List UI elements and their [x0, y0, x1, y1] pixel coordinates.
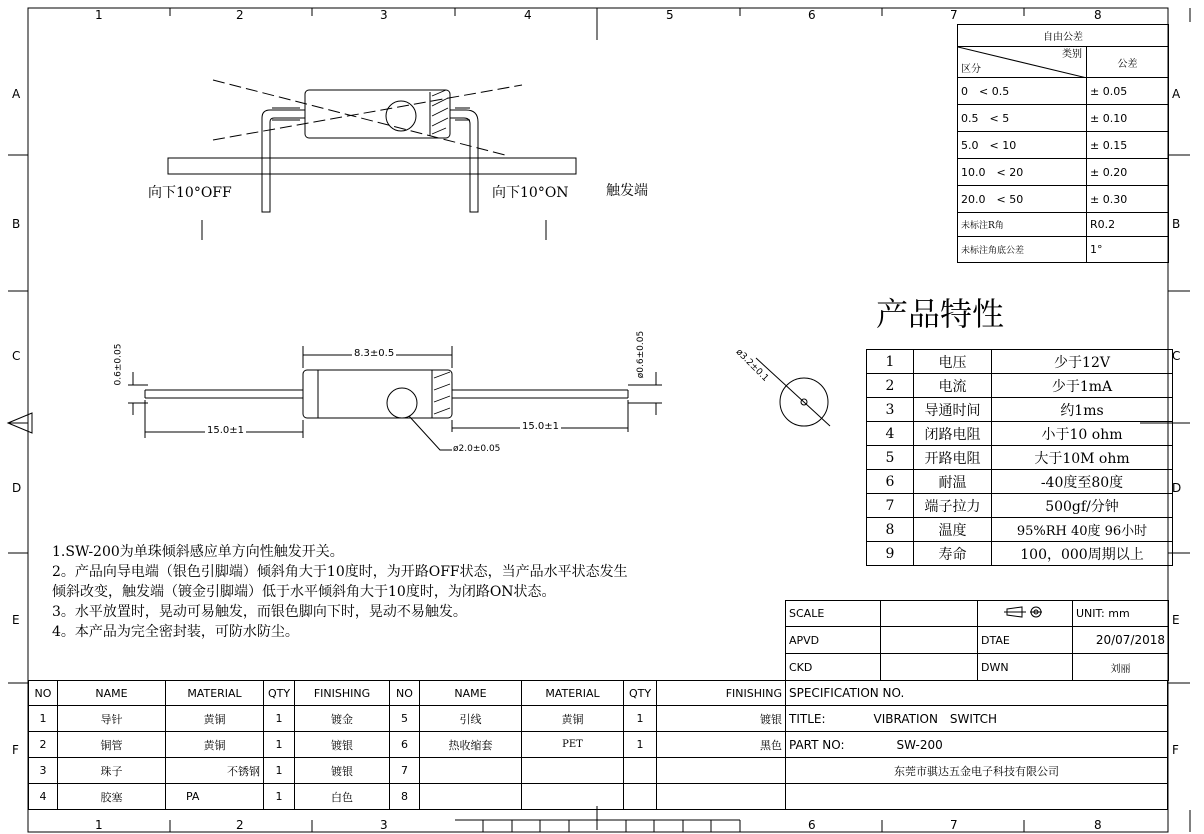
bom-cell [657, 784, 786, 810]
bom-cell: PA [166, 784, 264, 810]
char-value: 小于10 ohm [992, 422, 1173, 446]
char-value: 大于10M ohm [992, 446, 1173, 470]
bom-cell: 黄铜 [166, 706, 264, 732]
scale-label: SCALE [786, 601, 881, 627]
char-no: 9 [867, 542, 914, 566]
spec-block [785, 680, 1168, 810]
bom-cell: 1 [264, 732, 295, 758]
table-row [29, 784, 786, 810]
bom-cell: 热收缩套 [420, 732, 522, 758]
tilt-view [168, 80, 576, 240]
col-num: 1 [95, 8, 103, 22]
bom-cell: 5 [390, 706, 420, 732]
bom-header: MATERIAL [166, 681, 264, 706]
row-letter: F [1172, 743, 1179, 757]
bom-cell: 珠子 [58, 758, 166, 784]
char-no: 6 [867, 470, 914, 494]
dwn-label: DWN [978, 654, 1073, 681]
dim-left-lead: 15.0±1 [207, 425, 245, 436]
dim-right-lead-dia: ø0.6±0.05 [636, 330, 647, 379]
bom-cell: 黄铜 [166, 732, 264, 758]
bom-cell: 不锈钢 [166, 758, 264, 784]
top-grid-ticks [170, 8, 1024, 40]
ball-top [386, 101, 416, 131]
bom-cell: 铜管 [58, 732, 166, 758]
tol-col-category: 类别 [1062, 49, 1082, 60]
col-num: 3 [380, 8, 388, 22]
row-letter: F [12, 743, 19, 757]
spec-no-label: SPECIFICATION NO. [786, 681, 1168, 706]
row-letter: B [12, 217, 21, 231]
col-num: 4 [524, 8, 532, 22]
bom-cell: 3 [29, 758, 58, 784]
dim-ball-dia: ø2.0±0.05 [453, 444, 501, 454]
col-num: 8 [1094, 8, 1102, 22]
base-plate [168, 158, 576, 174]
tol-range: 未标注角底公差 [958, 237, 1087, 263]
bom-cell: 黑色 [657, 732, 786, 758]
tol-range: 5.0 < 10 [958, 132, 1087, 159]
row-letter: C [12, 349, 21, 363]
note-line: 2。产品向导电端（银色引脚端）倾斜角大于10度时，为开路OFF状态，当产品水平状态发生 [52, 564, 628, 580]
bom-cell: 1 [624, 706, 657, 732]
col-num: 7 [950, 8, 958, 22]
bom-cell: 1 [624, 732, 657, 758]
char-no: 2 [867, 374, 914, 398]
bom-cell: 1 [264, 706, 295, 732]
col-num: 3 [380, 818, 388, 832]
row-letter: E [12, 613, 20, 627]
row-letter: C [1172, 349, 1181, 363]
bom-header: NAME [420, 681, 522, 706]
bom-header: MATERIAL [522, 681, 624, 706]
bom-cell: 镀银 [295, 758, 390, 784]
col-num: 8 [1094, 818, 1102, 832]
bom-cell [420, 784, 522, 810]
bom-cell [657, 758, 786, 784]
char-value: 500gf/分钟 [992, 494, 1173, 518]
part-row [786, 732, 1168, 758]
notes [52, 542, 628, 642]
ckd-label: CKD [786, 654, 881, 681]
tol-value: R0.2 [1087, 213, 1169, 237]
char-no: 4 [867, 422, 914, 446]
bom-cell: 镀银 [295, 732, 390, 758]
title-block [785, 600, 1169, 681]
bom-cell: PET [522, 732, 624, 758]
char-no: 7 [867, 494, 914, 518]
tol-range: 10.0 < 20 [958, 159, 1087, 186]
drawer-name: 刘丽 [1073, 654, 1169, 681]
row-letter: D [12, 481, 22, 495]
company-name: 东莞市骐达五金电子科技有限公司 [786, 758, 1168, 784]
title-value: VIBRATION SWITCH [873, 712, 997, 726]
tol-value: 1° [1087, 237, 1169, 263]
col-num: 5 [666, 8, 674, 22]
part-value: SW-200 [896, 737, 943, 752]
char-value: 95%RH 40度 96小时 [992, 518, 1173, 542]
tol-value: ± 0.10 [1087, 105, 1169, 132]
tolerance-header-diag [958, 47, 1087, 78]
tilt-lines [213, 80, 522, 155]
dim-right-lead: 15.0±1 [522, 421, 560, 432]
projection-icon [1004, 605, 1046, 619]
dim-body-length: 8.3±0.5 [354, 348, 395, 359]
table-row [29, 706, 786, 732]
bom-cell [522, 758, 624, 784]
bom-cell: 镀银 [657, 706, 786, 732]
bom-cell: 1 [264, 784, 295, 810]
tolerance-title: 自由公差 [958, 25, 1169, 47]
char-value: 少于1mA [992, 374, 1173, 398]
tol-value: ± 0.30 [1087, 186, 1169, 213]
tol-range: 未标注R角 [958, 213, 1087, 237]
trigger-end-label: 触发端 [606, 183, 648, 199]
char-name: 端子拉力 [914, 494, 992, 518]
tolerance-table [957, 24, 1169, 263]
char-name: 温度 [914, 518, 992, 542]
col-num: 2 [236, 8, 244, 22]
bom-header: NO [390, 681, 420, 706]
table-row [29, 732, 786, 758]
dtae-label: DTAE [978, 627, 1073, 654]
bom-cell: 胶塞 [58, 784, 166, 810]
tol-col-tolerance: 公差 [1087, 47, 1169, 78]
note-line: 4。本产品为完全密封装，可防水防尘。 [52, 624, 299, 640]
note-line: 倾斜改变，触发端（镀金引脚端）低于水平倾斜角大于10度时，为闭路ON状态。 [52, 584, 556, 600]
row-letter: D [1172, 481, 1182, 495]
projection-symbol [978, 601, 1073, 627]
bom-cell: 1 [264, 758, 295, 784]
bom-cell: 黄铜 [522, 706, 624, 732]
tol-value: ± 0.20 [1087, 159, 1169, 186]
col-num: 6 [808, 818, 816, 832]
bom-cell: 导针 [58, 706, 166, 732]
char-no: 3 [867, 398, 914, 422]
bom-cell [624, 784, 657, 810]
char-name: 电流 [914, 374, 992, 398]
char-no: 5 [867, 446, 914, 470]
characteristics-table [866, 349, 1173, 566]
bom-cell: 1 [29, 706, 58, 732]
table-row [29, 758, 786, 784]
title-row [786, 706, 1168, 732]
tol-col-zone: 区分 [961, 64, 981, 75]
col-num: 1 [95, 818, 103, 832]
char-value: 约1ms [992, 398, 1173, 422]
note-line: 3。水平放置时，晃动可易触发，而银色脚向下时，晃动不易触发。 [52, 604, 467, 620]
char-no: 1 [867, 350, 914, 374]
row-letter: E [1172, 613, 1180, 627]
tol-range: 0 < 0.5 [958, 78, 1087, 105]
row-letter: B [1172, 217, 1181, 231]
bom-header: NO [29, 681, 58, 706]
part-label: PART NO: [789, 737, 845, 752]
col-num: 7 [950, 818, 958, 832]
char-name: 电压 [914, 350, 992, 374]
char-name: 开路电阻 [914, 446, 992, 470]
row-letter: A [12, 87, 21, 101]
char-name: 耐温 [914, 470, 992, 494]
char-value: 100，000周期以上 [992, 542, 1173, 566]
bom-cell: 引线 [420, 706, 522, 732]
bom-header: FINISHING [295, 681, 390, 706]
dim-body-dia: ø3.2±0.1 [733, 347, 771, 384]
char-value: -40度至80度 [992, 470, 1173, 494]
bom-cell [522, 784, 624, 810]
characteristics-title: 产品特性 [876, 295, 1005, 333]
char-name: 闭路电阻 [914, 422, 992, 446]
bom-cell: 白色 [295, 784, 390, 810]
date-value: 20/07/2018 [1073, 627, 1169, 654]
bom-cell [420, 758, 522, 784]
note-line: 1.SW-200为单珠倾斜感应单方向性触发开关。 [52, 544, 344, 560]
dim-left-lead-dia: 0.6±0.05 [113, 343, 124, 386]
switch-body-side [303, 370, 452, 418]
char-no: 8 [867, 518, 914, 542]
char-value: 少于12V [992, 350, 1173, 374]
bom-cell: 镀金 [295, 706, 390, 732]
col-num: 2 [236, 818, 244, 832]
bom-cell: 2 [29, 732, 58, 758]
bom-cell [624, 758, 657, 784]
bom-cell: 7 [390, 758, 420, 784]
unit-label: UNIT: mm [1073, 601, 1169, 627]
char-name: 寿命 [914, 542, 992, 566]
row-letter: A [1172, 87, 1181, 101]
bom-header: NAME [58, 681, 166, 706]
apvd-label: APVD [786, 627, 881, 654]
bom-cell: 8 [390, 784, 420, 810]
tol-range: 0.5 < 5 [958, 105, 1087, 132]
bom-header: QTY [624, 681, 657, 706]
tol-range: 20.0 < 50 [958, 186, 1087, 213]
title-label: TITLE: [789, 712, 826, 726]
bom-table [28, 680, 786, 810]
ball-side [387, 388, 417, 418]
bom-cell: 4 [29, 784, 58, 810]
bom-header: QTY [264, 681, 295, 706]
tol-value: ± 0.05 [1087, 78, 1169, 105]
col-num: 6 [808, 8, 816, 22]
off-label: 向下10°OFF [148, 185, 232, 201]
tol-value: ± 0.15 [1087, 132, 1169, 159]
char-name: 导通时间 [914, 398, 992, 422]
on-label: 向下10°ON [492, 185, 569, 201]
bom-cell: 6 [390, 732, 420, 758]
bom-header: FINISHING [657, 681, 786, 706]
switch-body-top [305, 90, 450, 138]
